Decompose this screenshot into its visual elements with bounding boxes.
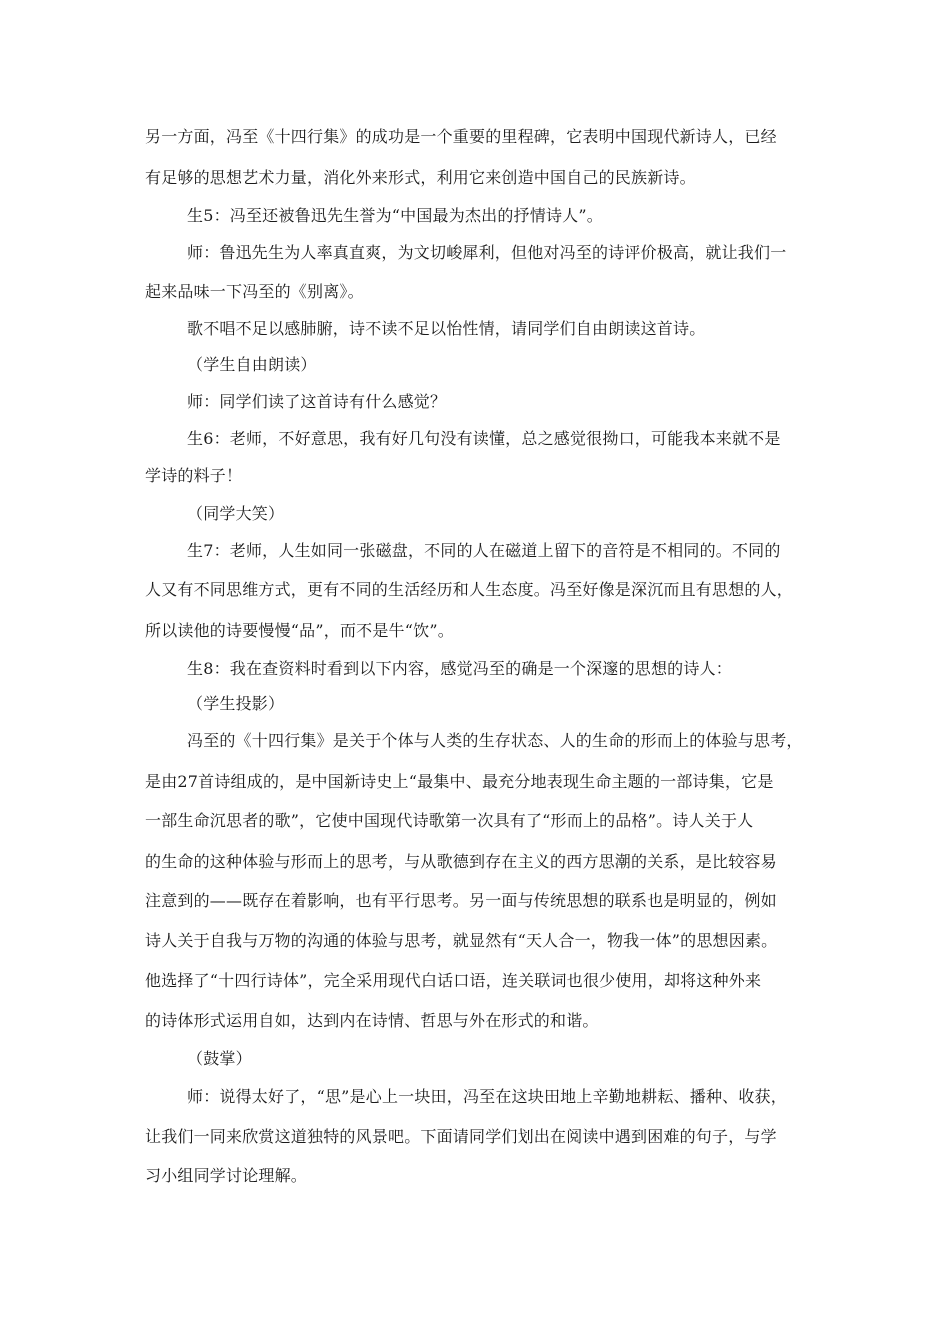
text-line: 生6：老师，不好意思，我有好几句没有读懂，总之感觉很拗口，可能我本来就不是 bbox=[187, 429, 781, 448]
text-line: 师：鲁迅先生为人率真直爽，为文切峻犀利，但他对冯至的诗评价极高，就让我们一 bbox=[187, 243, 787, 262]
text-line: （鼓掌） bbox=[187, 1049, 252, 1068]
text-line: 生5：冯至还被鲁迅先生誉为“中国最为杰出的抒情诗人”。 bbox=[187, 206, 603, 225]
text-line: 歌不唱不足以感肺腑，诗不读不足以怡性情，请同学们自由朗读这首诗。 bbox=[187, 319, 706, 338]
text-line: 他选择了“十四行诗体”，完全采用现代白话口语，连关联词也很少使用，却将这种外来 bbox=[145, 971, 762, 990]
text-line: 所以读他的诗要慢慢“品”，而不是牛“饮”。 bbox=[145, 621, 454, 640]
text-line: 生7：老师，人生如同一张磁盘，不同的人在磁道上留下的音符是不相同的。不同的 bbox=[187, 541, 781, 560]
text-line: 起来品味一下冯至的《别离》。 bbox=[145, 282, 364, 301]
text-line: 师：说得太好了，“思”是心上一块田，冯至在这块田地上辛勤地耕耘、播种、收获， bbox=[187, 1087, 787, 1106]
text-line: 生8：我在查资料时看到以下内容，感觉冯至的确是一个深邃的思想的诗人： bbox=[187, 659, 732, 678]
text-line: 人又有不同思维方式，更有不同的生活经历和人生态度。冯至好像是深沉而且有思想的人， bbox=[145, 580, 794, 599]
text-line: 的生命的这种体验与形而上的思考，与从歌德到存在主义的西方思潮的关系，是比较容易 bbox=[145, 852, 777, 871]
text-line: （同学大笑） bbox=[187, 504, 285, 523]
text-line: 另一方面，冯至《十四行集》的成功是一个重要的里程碑，它表明中国现代新诗人，已经 bbox=[145, 127, 777, 146]
text-line: 学诗的料子！ bbox=[145, 466, 243, 485]
text-line: 习小组同学讨论理解。 bbox=[145, 1166, 308, 1185]
text-line: 让我们一同来欣赏这道独特的风景吧。下面请同学们划出在阅读中遇到困难的句子，与学 bbox=[145, 1127, 777, 1146]
text-line: 诗人关于自我与万物的沟通的体验与思考，就显然有“天人合一，物我一体”的思想因素。 bbox=[145, 931, 778, 950]
text-line: 冯至的《十四行集》是关于个体与人类的生存状态、人的生命的形而上的体验与思考， bbox=[187, 731, 803, 750]
text-line: 师：同学们读了这首诗有什么感觉？ bbox=[187, 392, 447, 411]
text-line: 一部生命沉思者的歌”，它使中国现代诗歌第一次具有了“形而上的品格”。诗人关于人 bbox=[145, 811, 754, 830]
text-line: 注意到的——既存在着影响，也有平行思考。另一面与传统思想的联系也是明显的，例如 bbox=[145, 891, 777, 910]
text-line: 是由27首诗组成的，是中国新诗史上“最集中、最充分地表现生命主题的一部诗集，它是 bbox=[145, 772, 774, 791]
text-line: 有足够的思想艺术力量，消化外来形式，利用它来创造中国自己的民族新诗。 bbox=[145, 168, 696, 187]
text-line: 的诗体形式运用自如，达到内在诗情、哲思与外在形式的和谐。 bbox=[145, 1011, 599, 1030]
text-line: （学生自由朗读） bbox=[187, 355, 317, 374]
text-line: （学生投影） bbox=[187, 694, 285, 713]
